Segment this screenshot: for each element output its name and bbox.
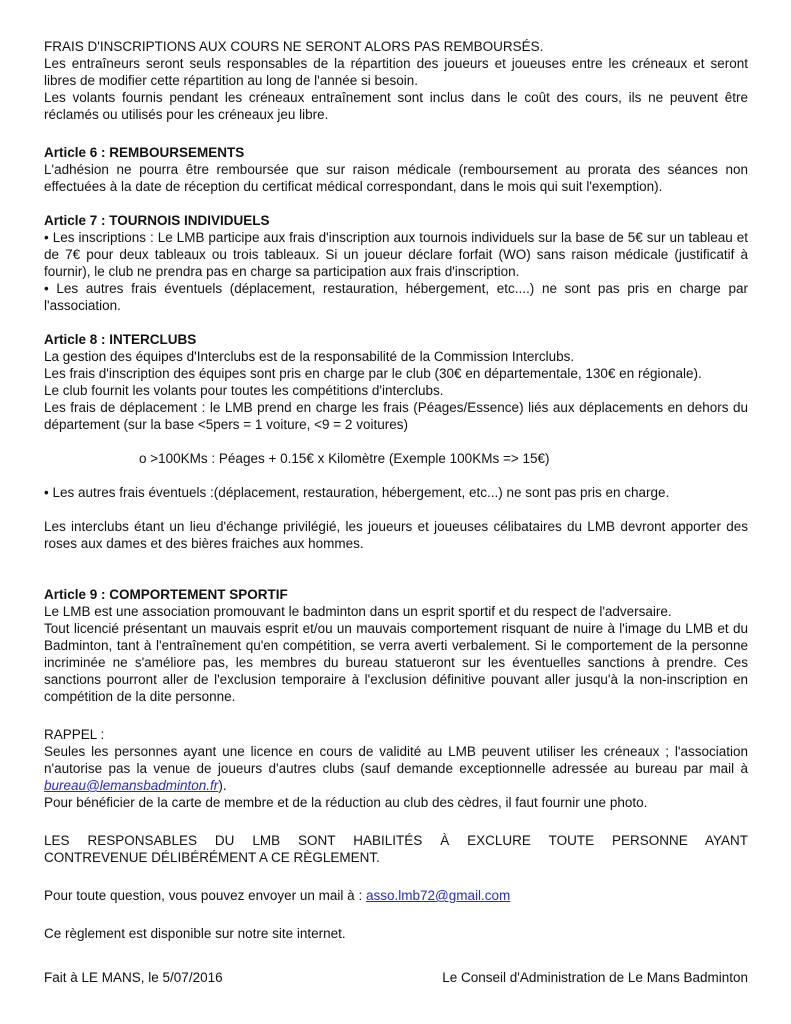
signature-author: Le Conseil d'Administration de Le Mans Badminton xyxy=(442,970,748,985)
rappel-section xyxy=(44,726,748,811)
signature-place-date: Fait à LE MANS, le 5/07/2016 xyxy=(44,970,223,985)
rappel-label: RAPPEL : xyxy=(44,727,105,742)
article-7-section xyxy=(44,212,748,314)
rappel-paragraph-1 xyxy=(44,743,748,794)
article-8-paragraph-4: Les frais de déplacement : le LMB prend en charge les frais (Péages/Essence) liés aux déplacements en dehors du département (sur la base <5pers = 1 voiture, <9 = 2 voitures) xyxy=(44,400,748,432)
exclusion-statement-line-2: CONTREVENUE DÉLIBÉRÉMENT A CE RÈGLEMENT. xyxy=(44,850,380,865)
article-8-paragraph-1: La gestion des équipes d'Interclubs est de la responsabilité de la Commission Interclubs. xyxy=(44,349,575,364)
rappel-text-before-link: Seules les personnes ayant une licence en cours de validité au LMB peuvent utiliser les créneaux ; l'association n'autorise pas la venue de joueurs d'autres clubs (sauf demande exceptionnelle adressée au bureau par mail à xyxy=(44,744,748,776)
contact-line xyxy=(44,887,748,904)
article-6-heading: Article 6 : REMBOURSEMENTS xyxy=(44,145,245,160)
article-6-section xyxy=(44,144,748,195)
article-8-paragraph-3: Le club fournit les volants pour toutes les compétitions d'interclubs. xyxy=(44,383,444,398)
article-8-bullet-autres-frais: • Les autres frais éventuels :(déplacement, restauration, hébergement, etc...) ne sont pas pris en charge. xyxy=(44,485,670,500)
contact-email-link[interactable]: asso.lmb72@gmail.com xyxy=(365,888,511,903)
intro-paragraph-1: Les entraîneurs seront seuls responsables de la répartition des joueurs et joueuses entre les créneaux et seront libres de modifier cette répartition au long de l'année si besoin. xyxy=(44,56,748,88)
intro-section xyxy=(44,38,748,123)
article-7-bullet-inscriptions: • Les inscriptions : Le LMB participe aux frais d'inscription aux tournois individuels sur la base de 5€ sur un tableau et de 7€ pour deux tableaux ou trois tableaux. Si un joueur déclare forfait (WO) sans raison médicale (justificatif à fournir), le club ne prendra pas en charge sa participation aux frais d'inscription. xyxy=(44,230,748,279)
article-7-heading: Article 7 : TOURNOIS INDIVIDUELS xyxy=(44,213,270,228)
contact-text: Pour toute question, vous pouvez envoyer un mail à : xyxy=(44,888,366,903)
rappel-text-after-link: ). xyxy=(218,778,227,793)
article-9-paragraph-1: Le LMB est une association promouvant le badminton dans un esprit sportif et du respect de l'adversaire. xyxy=(44,604,672,619)
article-8-section xyxy=(44,331,748,552)
article-7-bullet-autres-frais: • Les autres frais éventuels (déplacement, restauration, hébergement, etc....) ne sont pas pris en charge par l'association. xyxy=(44,281,748,313)
availability-line: Ce règlement est disponible sur notre site internet. xyxy=(44,926,346,941)
article-9-paragraph-2: Tout licencié présentant un mauvais esprit et/ou un mauvais comportement risquant de nuire à l'image du LMB et du Badminton, tant à l'entraînement qu'en compétition, se verra averti verbalement. Si le comportement de la personne incriminée ne s'améliore pas, les membres du bureau statueront sur les éventuelles sanctions à prendre. Ces sanctions pourront aller de l'exclusion temporaire à l'exclusion définitive pouvant aller jusqu'à la non-inscription en compétition de la dite personne. xyxy=(44,621,748,704)
article-8-sub-item-100kms: o >100KMs : Péages + 0.15€ x Kilomètre (Exemple 100KMs => 15€) xyxy=(139,451,550,466)
article-6-paragraph: L'adhésion ne pourra être remboursée que sur raison médicale (remboursement au prorata des séances non effectuées à la date de réception du certificat médical correspondant, dans le mois qui suit l'exemption). xyxy=(44,162,748,194)
intro-paragraph-2: Les volants fournis pendant les créneaux entraînement sont inclus dans le coût des cours, ils ne peuvent être réclamés ou utilisés pour les créneaux jeu libre. xyxy=(44,90,748,122)
exclusion-statement-line-1: LES RESPONSABLES DU LMB SONT HABILITÉS À EXCLURE TOUTE PERSONNE AYANT xyxy=(44,833,748,848)
article-8-heading: Article 8 : INTERCLUBS xyxy=(44,332,197,347)
exclusion-statement xyxy=(44,832,748,866)
signature-row xyxy=(44,969,748,986)
article-9-heading: Article 9 : COMPORTEMENT SPORTIF xyxy=(44,587,288,602)
rappel-paragraph-2: Pour bénéficier de la carte de membre et de la réduction au club des cèdres, il faut fournir une photo. xyxy=(44,795,648,810)
article-8-paragraph-2: Les frais d'inscription des équipes sont pris en charge par le club (30€ en départementale, 130€ en régionale). xyxy=(44,366,702,381)
article-8-paragraph-interclubs: Les interclubs étant un lieu d'échange privilégié, les joueurs et joueuses célibataires du LMB devront apporter des roses aux dames et des bières fraiches aux hommes. xyxy=(44,519,748,551)
intro-caps-line: FRAIS D'INSCRIPTIONS AUX COURS NE SERONT ALORS PAS REMBOURSÉS. xyxy=(44,39,544,54)
bureau-email-link[interactable]: bureau@lemansbadminton.fr xyxy=(44,778,219,793)
article-9-section xyxy=(44,586,748,705)
